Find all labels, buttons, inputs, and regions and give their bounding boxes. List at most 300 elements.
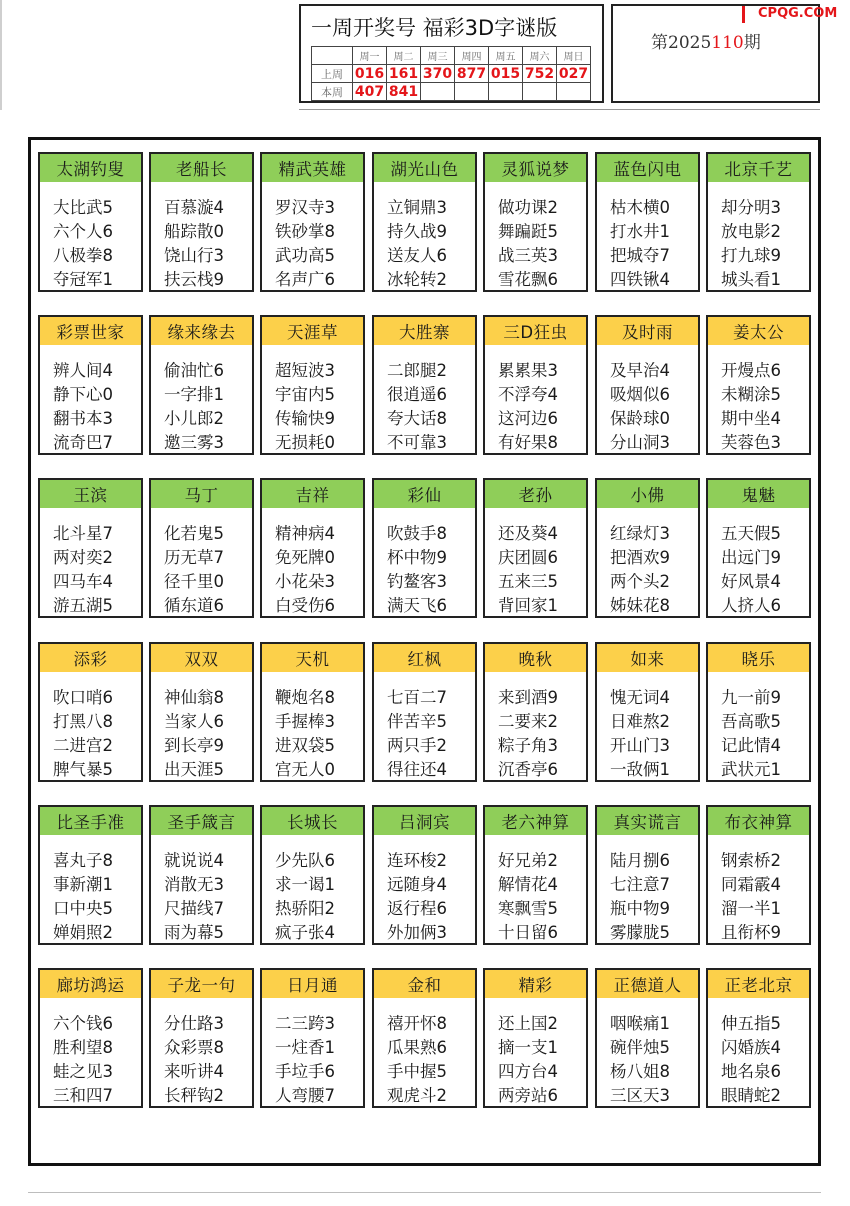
riddle-line: 吸烟似6 bbox=[610, 385, 670, 404]
riddle-line: 好兄弟2 bbox=[498, 851, 558, 870]
riddle-line: 无损耗0 bbox=[275, 433, 335, 452]
riddle-line: 长秤钩2 bbox=[164, 1086, 224, 1105]
riddle-line: 放电影2 bbox=[721, 222, 781, 241]
card-title: 太湖钓叟 bbox=[40, 154, 141, 182]
riddle-line: 就说说4 bbox=[164, 851, 224, 870]
riddle-card bbox=[149, 478, 254, 618]
days-row bbox=[312, 47, 591, 65]
riddle-line: 铁砂掌8 bbox=[275, 222, 335, 241]
riddle-line: 人挤人6 bbox=[721, 596, 781, 615]
card-lines bbox=[374, 182, 475, 292]
riddle-line: 二郎腿2 bbox=[387, 361, 447, 380]
day-header: 周五 bbox=[489, 47, 523, 65]
card-title: 红枫 bbox=[374, 644, 475, 672]
card-title: 老孙 bbox=[485, 480, 586, 508]
riddle-card bbox=[149, 315, 254, 455]
card-lines bbox=[40, 998, 141, 1108]
card-lines bbox=[151, 182, 252, 292]
riddle-line: 手中握5 bbox=[387, 1062, 447, 1081]
riddle-line: 吾高歌5 bbox=[721, 712, 781, 731]
riddle-line: 一敌俩1 bbox=[610, 760, 670, 779]
last-week-label: 上周 bbox=[312, 65, 353, 83]
riddle-card bbox=[706, 805, 811, 945]
riddle-line: 夸大话8 bbox=[387, 409, 447, 428]
riddle-line: 做功课2 bbox=[498, 198, 558, 217]
riddle-line: 百慕漩4 bbox=[164, 198, 224, 217]
card-title: 子龙一句 bbox=[151, 970, 252, 998]
draw-number: 027 bbox=[557, 65, 591, 83]
card-title: 廊坊鸿运 bbox=[40, 970, 141, 998]
draw-number bbox=[421, 83, 455, 101]
card-lines bbox=[708, 182, 809, 292]
card-title: 鬼魅 bbox=[708, 480, 809, 508]
riddle-line: 两对奕2 bbox=[53, 548, 113, 567]
card-lines bbox=[40, 345, 141, 455]
riddle-card bbox=[260, 478, 365, 618]
riddle-line: 不浮夸4 bbox=[498, 385, 558, 404]
riddle-line: 精神病4 bbox=[275, 524, 335, 543]
card-lines bbox=[485, 182, 586, 292]
riddle-line: 疯子张4 bbox=[275, 923, 335, 942]
riddle-line: 事新潮1 bbox=[53, 875, 113, 894]
riddle-card bbox=[706, 315, 811, 455]
riddle-line: 摘一支1 bbox=[498, 1038, 558, 1057]
riddle-line: 二三跨3 bbox=[275, 1014, 335, 1033]
riddle-line: 陆月捌6 bbox=[610, 851, 670, 870]
riddle-card bbox=[372, 805, 477, 945]
riddle-line: 九一前9 bbox=[721, 688, 781, 707]
card-title: 金和 bbox=[374, 970, 475, 998]
riddle-line: 七注意7 bbox=[610, 875, 670, 894]
card-lines bbox=[374, 508, 475, 618]
riddle-line: 七百二7 bbox=[387, 688, 447, 707]
riddle-line: 观虎斗2 bbox=[387, 1086, 447, 1105]
card-title: 三D狂虫 bbox=[485, 317, 586, 345]
card-title: 老船长 bbox=[151, 154, 252, 182]
riddle-line: 远随身4 bbox=[387, 875, 447, 894]
riddle-card bbox=[595, 805, 700, 945]
riddle-line: 六个人6 bbox=[53, 222, 113, 241]
riddle-line: 立铜鼎3 bbox=[387, 198, 447, 217]
riddle-card bbox=[706, 478, 811, 618]
riddle-line: 好风景4 bbox=[721, 572, 781, 591]
riddle-card bbox=[372, 642, 477, 782]
card-title: 比圣手准 bbox=[40, 807, 141, 835]
issue-number bbox=[651, 28, 761, 53]
card-title: 晚秋 bbox=[485, 644, 586, 672]
card-lines bbox=[597, 835, 698, 945]
riddle-line: 胜利望8 bbox=[53, 1038, 113, 1057]
card-title: 吉祥 bbox=[262, 480, 363, 508]
riddle-line: 一炷香1 bbox=[275, 1038, 335, 1057]
card-lines bbox=[262, 998, 363, 1108]
card-lines bbox=[708, 345, 809, 455]
riddle-card bbox=[372, 968, 477, 1108]
card-title: 彩票世家 bbox=[40, 317, 141, 345]
riddle-line: 战三英3 bbox=[498, 246, 558, 265]
card-lines bbox=[597, 672, 698, 782]
riddle-line: 五来三5 bbox=[498, 572, 558, 591]
riddle-card bbox=[706, 642, 811, 782]
this-week-row bbox=[312, 83, 591, 101]
riddle-card bbox=[260, 642, 365, 782]
header-divider bbox=[299, 109, 820, 110]
card-title: 小佛 bbox=[597, 480, 698, 508]
card-lines bbox=[485, 998, 586, 1108]
riddle-card bbox=[706, 152, 811, 292]
riddle-card bbox=[595, 152, 700, 292]
riddle-line: 保龄球0 bbox=[610, 409, 670, 428]
card-lines bbox=[708, 672, 809, 782]
card-lines bbox=[40, 835, 141, 945]
riddle-line: 还及葵4 bbox=[498, 524, 558, 543]
draw-number: 877 bbox=[455, 65, 489, 83]
card-lines bbox=[597, 508, 698, 618]
riddle-line: 十日留6 bbox=[498, 923, 558, 942]
riddle-line: 未糊涂5 bbox=[721, 385, 781, 404]
logo-text: CPQG.COM bbox=[758, 6, 838, 21]
corner-cell bbox=[312, 47, 353, 65]
riddle-line: 打九球9 bbox=[721, 246, 781, 265]
draw-number: 161 bbox=[387, 65, 421, 83]
panel-title: 一周开奖号 福彩3D字谜版 bbox=[311, 16, 558, 40]
riddle-line: 径千里0 bbox=[164, 572, 224, 591]
riddle-card bbox=[595, 642, 700, 782]
riddle-card bbox=[38, 968, 143, 1108]
riddle-line: 雾朦胧5 bbox=[610, 923, 670, 942]
card-title: 天涯草 bbox=[262, 317, 363, 345]
riddle-line: 来到酒9 bbox=[498, 688, 558, 707]
riddle-line: 八极拳8 bbox=[53, 246, 113, 265]
riddle-line: 翻书本3 bbox=[53, 409, 113, 428]
riddle-line: 超短波3 bbox=[275, 361, 335, 380]
riddle-line: 饶山行3 bbox=[164, 246, 224, 265]
riddle-card bbox=[372, 152, 477, 292]
issue-suffix: 期 bbox=[743, 33, 761, 53]
riddle-card bbox=[483, 152, 588, 292]
card-title: 彩仙 bbox=[374, 480, 475, 508]
riddle-card bbox=[38, 805, 143, 945]
riddle-line: 城头看1 bbox=[721, 270, 781, 289]
riddle-line: 出远门9 bbox=[721, 548, 781, 567]
riddle-line: 芙蓉色3 bbox=[721, 433, 781, 452]
riddle-line: 游五湖5 bbox=[53, 596, 113, 615]
riddle-card bbox=[595, 968, 700, 1108]
riddle-line: 外加俩3 bbox=[387, 923, 447, 942]
riddle-line: 瓜果熟6 bbox=[387, 1038, 447, 1057]
riddle-line: 眼睛蛇2 bbox=[721, 1086, 781, 1105]
this-week-label: 本周 bbox=[312, 83, 353, 101]
riddle-line: 六个钱6 bbox=[53, 1014, 113, 1033]
riddle-line: 化若鬼5 bbox=[164, 524, 224, 543]
riddle-line: 鞭炮名8 bbox=[275, 688, 335, 707]
riddle-line: 杨八姐8 bbox=[610, 1062, 670, 1081]
card-title: 灵狐说梦 bbox=[485, 154, 586, 182]
riddle-line: 期中坐4 bbox=[721, 409, 781, 428]
riddle-line: 分山洞3 bbox=[610, 433, 670, 452]
riddle-line: 婵娟照2 bbox=[53, 923, 113, 942]
riddle-line: 偷油忙6 bbox=[164, 361, 224, 380]
weekly-draw-table bbox=[311, 46, 591, 101]
card-title: 如来 bbox=[597, 644, 698, 672]
draw-number: 015 bbox=[489, 65, 523, 83]
riddle-card bbox=[483, 968, 588, 1108]
riddle-card bbox=[38, 642, 143, 782]
card-title: 正德道人 bbox=[597, 970, 698, 998]
card-lines bbox=[40, 182, 141, 292]
riddle-line: 却分明3 bbox=[721, 198, 781, 217]
card-title: 姜太公 bbox=[708, 317, 809, 345]
riddle-line: 伸五指5 bbox=[721, 1014, 781, 1033]
card-lines bbox=[597, 998, 698, 1108]
riddle-line: 钓鳌客3 bbox=[387, 572, 447, 591]
riddle-line: 背回家1 bbox=[498, 596, 558, 615]
riddle-line: 一字排1 bbox=[164, 385, 224, 404]
card-lines bbox=[374, 998, 475, 1108]
card-title: 真实谎言 bbox=[597, 807, 698, 835]
draw-number bbox=[489, 83, 523, 101]
riddle-line: 得往还4 bbox=[387, 760, 447, 779]
card-lines bbox=[597, 182, 698, 292]
riddle-line: 雨为幕5 bbox=[164, 923, 224, 942]
card-title: 添彩 bbox=[40, 644, 141, 672]
riddle-line: 小儿郎2 bbox=[164, 409, 224, 428]
riddle-line: 打黑八8 bbox=[53, 712, 113, 731]
riddle-line: 口中央5 bbox=[53, 899, 113, 918]
riddle-line: 开山门3 bbox=[610, 736, 670, 755]
riddle-line: 辨人间4 bbox=[53, 361, 113, 380]
card-title: 天机 bbox=[262, 644, 363, 672]
logo-bar-icon bbox=[742, 6, 745, 23]
riddle-line: 二进宫2 bbox=[53, 736, 113, 755]
riddle-line: 传输快9 bbox=[275, 409, 335, 428]
card-title: 圣手箴言 bbox=[151, 807, 252, 835]
riddle-card bbox=[260, 968, 365, 1108]
day-header: 周六 bbox=[523, 47, 557, 65]
day-header: 周日 bbox=[557, 47, 591, 65]
issue-sequence: 110 bbox=[711, 33, 744, 53]
riddle-line: 很逍遥6 bbox=[387, 385, 447, 404]
riddle-line: 寒飘雪5 bbox=[498, 899, 558, 918]
card-title: 精武英雄 bbox=[262, 154, 363, 182]
riddle-line: 来听讲4 bbox=[164, 1062, 224, 1081]
card-lines bbox=[262, 508, 363, 618]
riddle-line: 还上国2 bbox=[498, 1014, 558, 1033]
card-title: 大胜寨 bbox=[374, 317, 475, 345]
card-lines bbox=[708, 835, 809, 945]
card-title: 老六神算 bbox=[485, 807, 586, 835]
riddle-line: 手握棒3 bbox=[275, 712, 335, 731]
riddle-card bbox=[372, 315, 477, 455]
day-header: 周四 bbox=[455, 47, 489, 65]
issue-prefix: 第2025 bbox=[651, 33, 712, 53]
riddle-line: 手垃手6 bbox=[275, 1062, 335, 1081]
riddle-line: 记此情4 bbox=[721, 736, 781, 755]
riddle-line: 开熳点6 bbox=[721, 361, 781, 380]
riddle-line: 连环梭2 bbox=[387, 851, 447, 870]
draw-number bbox=[557, 83, 591, 101]
riddle-line: 四方台4 bbox=[498, 1062, 558, 1081]
riddle-line: 持久战9 bbox=[387, 222, 447, 241]
riddle-line: 循东道6 bbox=[164, 596, 224, 615]
riddle-line: 到长亭9 bbox=[164, 736, 224, 755]
card-lines bbox=[262, 672, 363, 782]
riddle-line: 夺冠军1 bbox=[53, 270, 113, 289]
riddle-card bbox=[149, 642, 254, 782]
riddle-line: 杯中物9 bbox=[387, 548, 447, 567]
riddle-line: 咽喉痛1 bbox=[610, 1014, 670, 1033]
riddle-line: 流奇巴7 bbox=[53, 433, 113, 452]
riddle-line: 神仙翁8 bbox=[164, 688, 224, 707]
riddle-line: 名声广6 bbox=[275, 270, 335, 289]
riddle-line: 雪花飘6 bbox=[498, 270, 558, 289]
footer-divider bbox=[28, 1192, 821, 1193]
riddle-line: 脾气暴5 bbox=[53, 760, 113, 779]
riddle-line: 瓶中物9 bbox=[610, 899, 670, 918]
draw-number: 841 bbox=[387, 83, 421, 101]
riddle-card bbox=[149, 805, 254, 945]
card-lines bbox=[485, 672, 586, 782]
riddle-card bbox=[149, 968, 254, 1108]
riddle-card bbox=[149, 152, 254, 292]
card-lines bbox=[151, 508, 252, 618]
card-title: 正老北京 bbox=[708, 970, 809, 998]
card-lines bbox=[151, 672, 252, 782]
riddle-line: 宫无人0 bbox=[275, 760, 335, 779]
riddle-line: 众彩票8 bbox=[164, 1038, 224, 1057]
card-lines bbox=[374, 672, 475, 782]
card-lines bbox=[151, 345, 252, 455]
day-header: 周二 bbox=[387, 47, 421, 65]
riddle-line: 喜丸子8 bbox=[53, 851, 113, 870]
card-lines bbox=[262, 182, 363, 292]
card-lines bbox=[262, 835, 363, 945]
card-lines bbox=[374, 835, 475, 945]
riddle-line: 四铁锹4 bbox=[610, 270, 670, 289]
draw-number bbox=[523, 83, 557, 101]
riddle-line: 庆团圆6 bbox=[498, 548, 558, 567]
riddle-line: 武功高5 bbox=[275, 246, 335, 265]
card-title: 晓乐 bbox=[708, 644, 809, 672]
card-lines bbox=[485, 508, 586, 618]
riddle-card bbox=[38, 315, 143, 455]
riddle-card bbox=[260, 152, 365, 292]
riddle-line: 且衔杯9 bbox=[721, 923, 781, 942]
riddle-line: 愧无词4 bbox=[610, 688, 670, 707]
draw-number: 752 bbox=[523, 65, 557, 83]
riddle-line: 热骄阳2 bbox=[275, 899, 335, 918]
card-title: 日月通 bbox=[262, 970, 363, 998]
riddle-line: 四马车4 bbox=[53, 572, 113, 591]
riddle-line: 粽子角3 bbox=[498, 736, 558, 755]
card-lines bbox=[485, 345, 586, 455]
riddle-line: 钢索桥2 bbox=[721, 851, 781, 870]
riddle-line: 宇宙内5 bbox=[275, 385, 335, 404]
riddle-line: 消散无3 bbox=[164, 875, 224, 894]
riddle-line: 吹鼓手8 bbox=[387, 524, 447, 543]
card-lines bbox=[262, 345, 363, 455]
riddle-card bbox=[483, 478, 588, 618]
riddle-card bbox=[38, 478, 143, 618]
card-title: 布衣神算 bbox=[708, 807, 809, 835]
last-week-row bbox=[312, 65, 591, 83]
riddle-line: 不可靠3 bbox=[387, 433, 447, 452]
riddle-card bbox=[483, 805, 588, 945]
riddle-card bbox=[595, 478, 700, 618]
riddle-line: 两个头2 bbox=[610, 572, 670, 591]
riddle-line: 两旁站6 bbox=[498, 1086, 558, 1105]
card-title: 蓝色闪电 bbox=[597, 154, 698, 182]
riddle-line: 静下心0 bbox=[53, 385, 113, 404]
card-lines bbox=[151, 835, 252, 945]
riddle-line: 沉香亭6 bbox=[498, 760, 558, 779]
card-lines bbox=[708, 998, 809, 1108]
site-logo[interactable] bbox=[742, 2, 842, 24]
card-title: 长城长 bbox=[262, 807, 363, 835]
riddle-card bbox=[38, 152, 143, 292]
card-title: 双双 bbox=[151, 644, 252, 672]
riddle-line: 蛙之见3 bbox=[53, 1062, 113, 1081]
card-lines bbox=[151, 998, 252, 1108]
riddle-line: 解情花4 bbox=[498, 875, 558, 894]
riddle-line: 及早治4 bbox=[610, 361, 670, 380]
riddle-line: 罗汉寺3 bbox=[275, 198, 335, 217]
riddle-card bbox=[372, 478, 477, 618]
card-title: 马丁 bbox=[151, 480, 252, 508]
riddle-line: 船踪散0 bbox=[164, 222, 224, 241]
riddle-line: 武状元1 bbox=[721, 760, 781, 779]
card-title: 北京千艺 bbox=[708, 154, 809, 182]
riddle-line: 冰轮转2 bbox=[387, 270, 447, 289]
riddle-line: 满天飞6 bbox=[387, 596, 447, 615]
riddle-line: 伴苦辛5 bbox=[387, 712, 447, 731]
riddle-card bbox=[260, 315, 365, 455]
riddle-line: 把城夺7 bbox=[610, 246, 670, 265]
riddle-line: 当家人6 bbox=[164, 712, 224, 731]
day-header: 周一 bbox=[353, 47, 387, 65]
draw-number: 016 bbox=[353, 65, 387, 83]
riddle-line: 这河边6 bbox=[498, 409, 558, 428]
riddle-line: 日难熬2 bbox=[610, 712, 670, 731]
riddle-card bbox=[483, 315, 588, 455]
riddle-line: 出天涯5 bbox=[164, 760, 224, 779]
riddle-line: 人弯腰7 bbox=[275, 1086, 335, 1105]
weekly-draw-panel bbox=[299, 4, 604, 103]
riddle-line: 少先队6 bbox=[275, 851, 335, 870]
riddle-line: 枯木横0 bbox=[610, 198, 670, 217]
riddle-line: 禧开怀8 bbox=[387, 1014, 447, 1033]
riddle-line: 大比武5 bbox=[53, 198, 113, 217]
card-lines bbox=[374, 345, 475, 455]
riddle-line: 打水井1 bbox=[610, 222, 670, 241]
riddle-line: 吹口哨6 bbox=[53, 688, 113, 707]
riddle-line: 地名泉6 bbox=[721, 1062, 781, 1081]
riddle-line: 累累果3 bbox=[498, 361, 558, 380]
riddle-line: 碗伴烛5 bbox=[610, 1038, 670, 1057]
draw-number: 370 bbox=[421, 65, 455, 83]
card-lines bbox=[40, 672, 141, 782]
riddle-line: 北斗星7 bbox=[53, 524, 113, 543]
riddle-line: 姊妹花8 bbox=[610, 596, 670, 615]
card-lines bbox=[708, 508, 809, 618]
riddle-line: 有好果8 bbox=[498, 433, 558, 452]
riddle-card bbox=[483, 642, 588, 782]
card-lines bbox=[40, 508, 141, 618]
riddle-card bbox=[595, 315, 700, 455]
riddle-line: 红绿灯3 bbox=[610, 524, 670, 543]
riddle-line: 溜一半1 bbox=[721, 899, 781, 918]
riddle-line: 闪婚族4 bbox=[721, 1038, 781, 1057]
